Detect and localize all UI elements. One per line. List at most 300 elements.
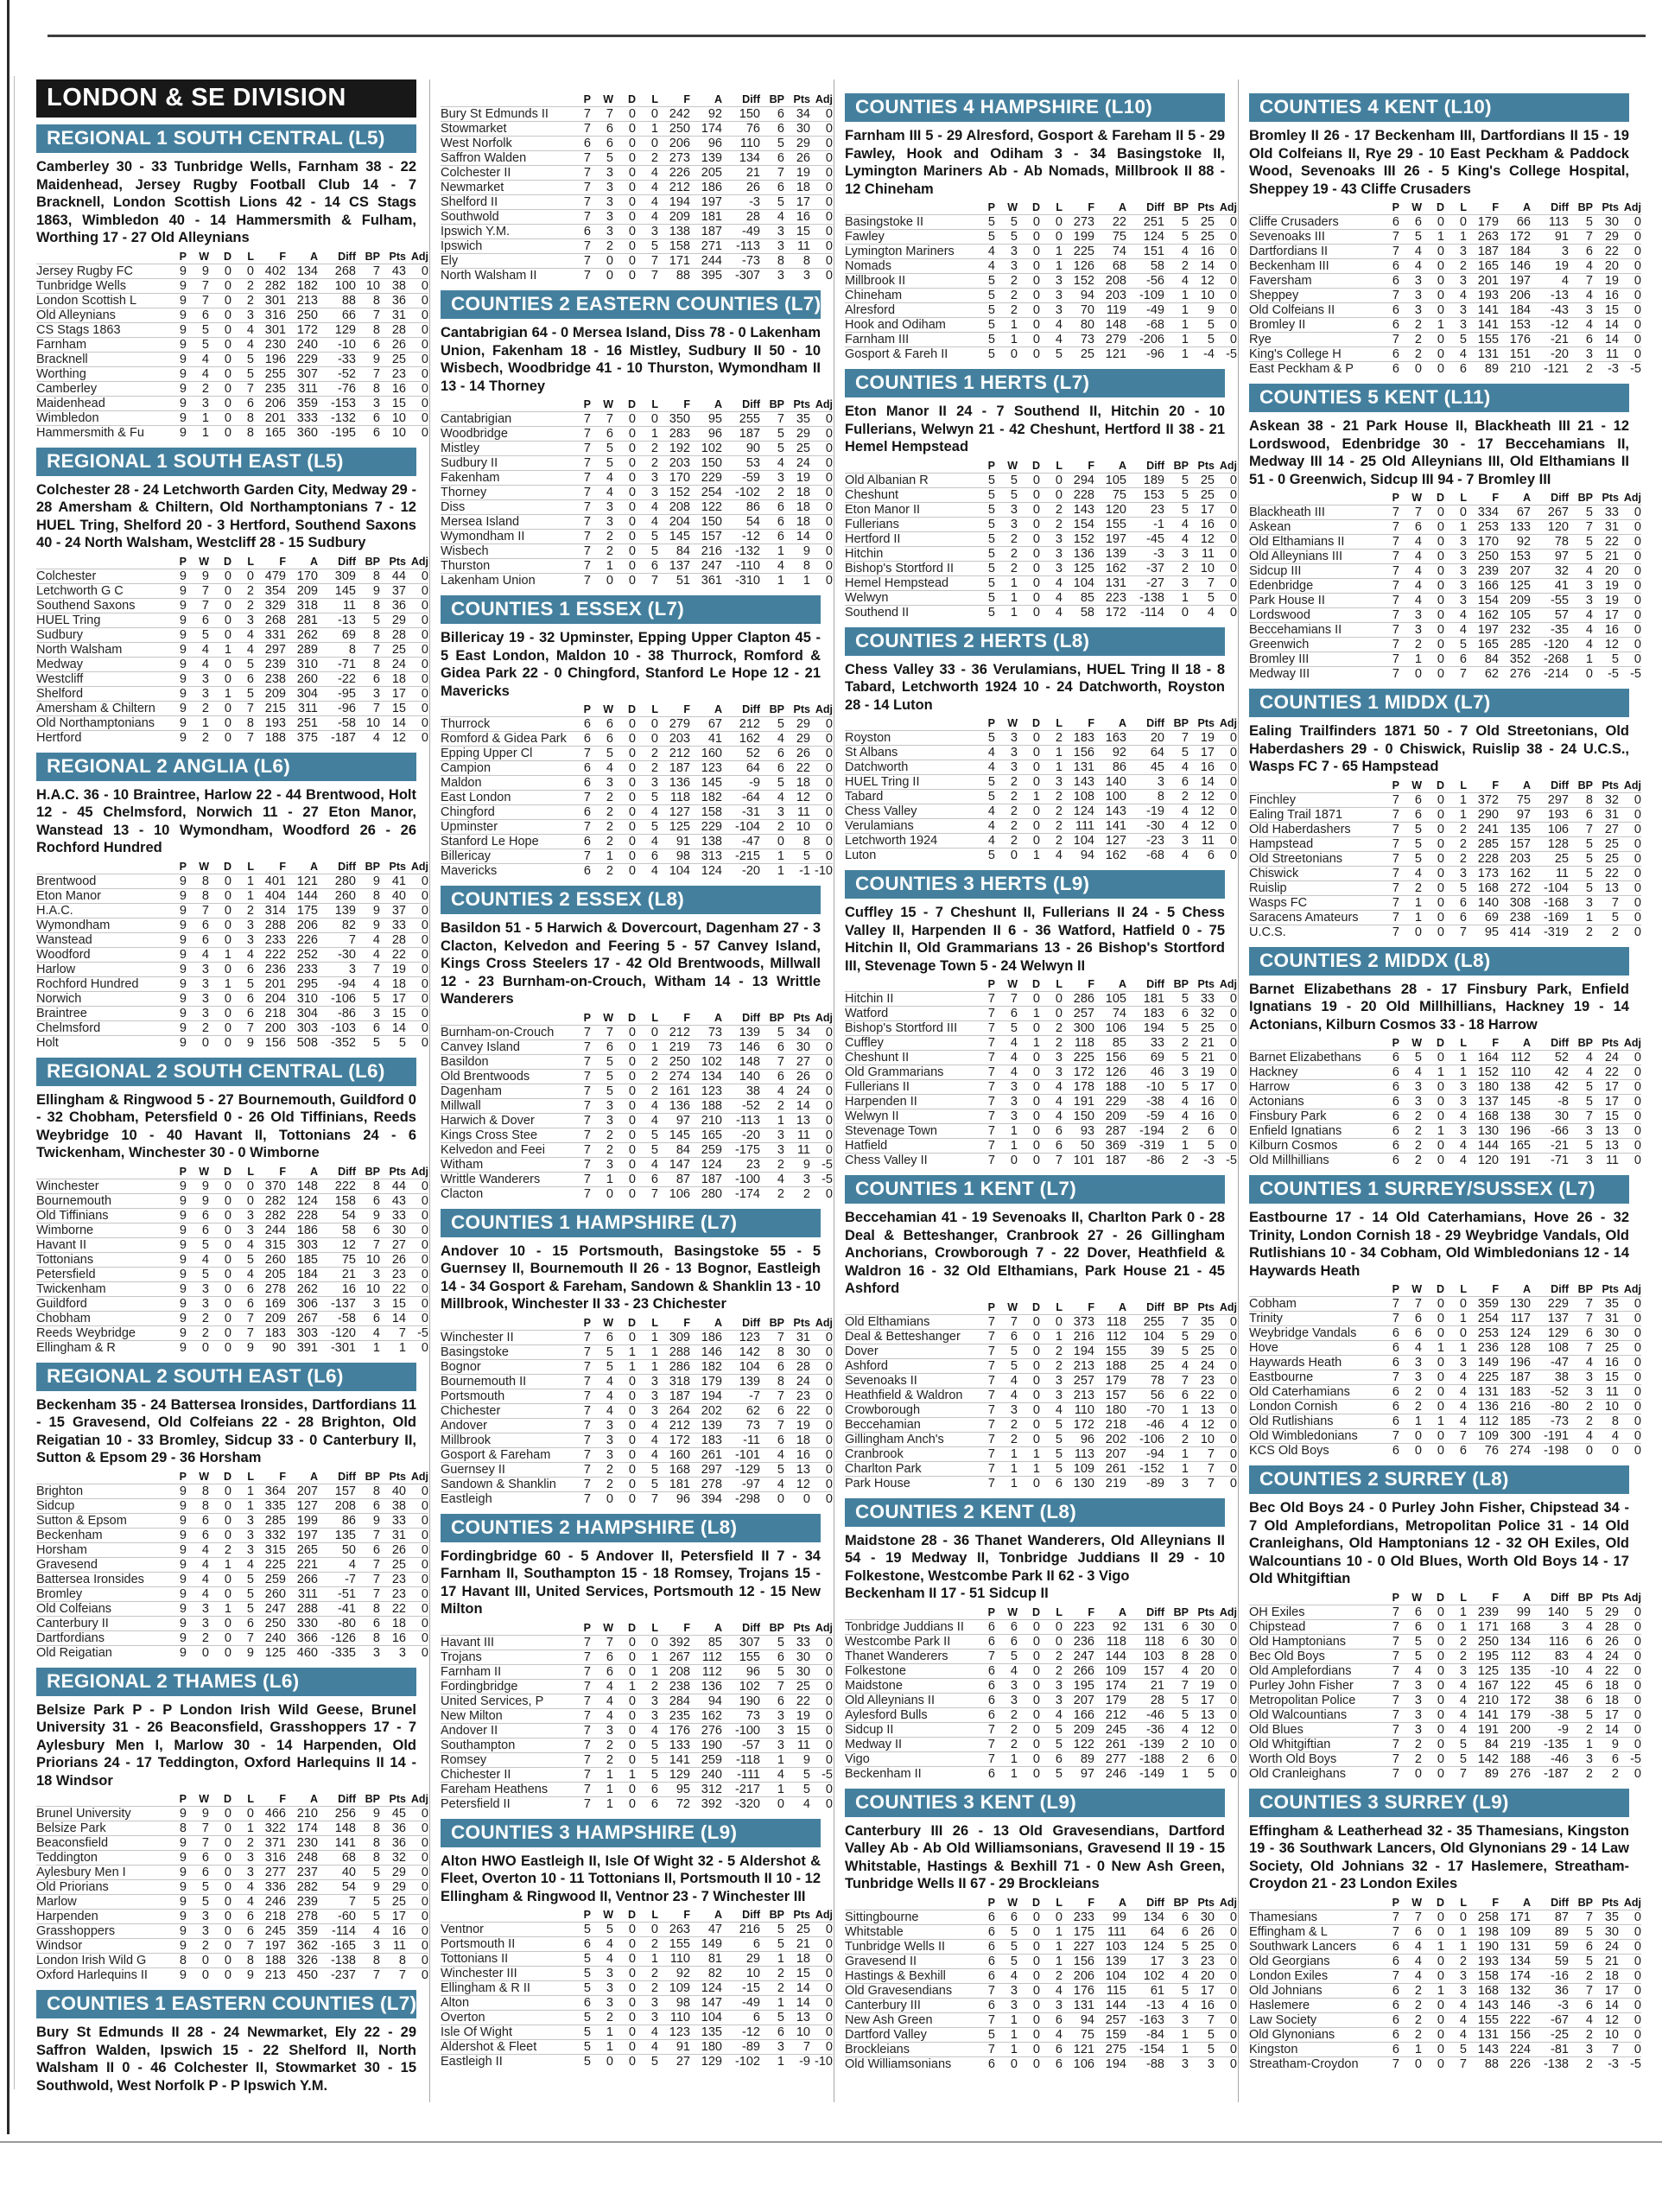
stat-A: 124 xyxy=(690,1981,722,1996)
stat-D: 0 xyxy=(209,1484,232,1498)
stat-W: 1 xyxy=(591,1796,613,1811)
team-name: Beckenham III xyxy=(1249,259,1380,274)
stat-Pts: 13 xyxy=(784,1462,810,1477)
stat-Pts: 12 xyxy=(1189,819,1215,834)
stat-header-A: A xyxy=(1118,1300,1126,1313)
stat-Adj: 0 xyxy=(406,642,428,657)
stat-A: 135 xyxy=(690,2025,722,2040)
stat-L: 9 xyxy=(232,1968,254,1983)
stat-F: 98 xyxy=(658,849,690,864)
table-row xyxy=(441,1952,833,1967)
stat-D: 0 xyxy=(1018,605,1040,620)
stat-Adj: 0 xyxy=(406,962,428,976)
stat-L: 4 xyxy=(1040,605,1063,620)
team-name: Medway xyxy=(36,657,168,671)
stat-W: 3 xyxy=(1399,608,1422,623)
team-name: Cantabrigian xyxy=(441,412,572,427)
stat-F: 263 xyxy=(658,1923,690,1937)
stat-L: 2 xyxy=(1040,1344,1063,1358)
stat-L: 3 xyxy=(1444,535,1467,550)
stat-Diff: 59 xyxy=(1531,1954,1569,1968)
stat-F: 124 xyxy=(1063,804,1094,819)
table-row xyxy=(1249,2056,1641,2071)
stat-header-A: A xyxy=(1522,779,1531,791)
stat-A: 172 xyxy=(1094,605,1126,620)
stat-header-A: A xyxy=(1118,459,1126,472)
stat-Pts: 43 xyxy=(380,264,406,278)
stat-A: 186 xyxy=(690,1330,722,1344)
stat-Diff: -138 xyxy=(318,1954,356,1968)
table-row xyxy=(1249,274,1641,289)
stat-Adj: 0 xyxy=(1619,652,1641,667)
table-header-row xyxy=(441,1012,833,1026)
stat-D: 0 xyxy=(1018,2042,1040,2056)
stat-W: 6 xyxy=(591,1039,613,1054)
stat-P: 7 xyxy=(572,1186,591,1201)
stat-F: 140 xyxy=(1467,895,1499,910)
stat-BP: 3 xyxy=(1569,1370,1593,1385)
stat-L: 4 xyxy=(1444,1707,1467,1722)
stat-Pts: 11 xyxy=(784,805,810,820)
team-name: Writtle Wanderers xyxy=(441,1172,572,1186)
stat-Pts: 24 xyxy=(380,657,406,671)
league-table xyxy=(36,861,428,1050)
stat-P: 7 xyxy=(572,1374,591,1389)
stat-L: 1 xyxy=(1040,1939,1063,1954)
team-name: Millbrook xyxy=(441,1433,572,1447)
stat-A: 94 xyxy=(690,1694,722,1708)
stat-P: 5 xyxy=(572,2025,591,2040)
stat-Pts: 15 xyxy=(784,1723,810,1738)
stat-W: 5 xyxy=(995,1021,1018,1036)
stat-Diff: -46 xyxy=(1531,1751,1569,1766)
league-section xyxy=(845,1789,1237,2071)
table-row xyxy=(441,1796,833,1811)
stat-L: 3 xyxy=(1040,531,1063,546)
stat-A: 186 xyxy=(690,181,722,195)
stat-header-P: P xyxy=(1392,1037,1399,1049)
stat-D: 1 xyxy=(209,686,232,701)
stat-L: 0 xyxy=(1444,1297,1467,1312)
stat-A: 162 xyxy=(1094,561,1126,575)
team-name: Old Walcountians xyxy=(1249,1707,1380,1722)
table-row xyxy=(36,1939,428,1954)
stat-D: 0 xyxy=(1422,652,1444,667)
stat-Pts: 25 xyxy=(1189,487,1215,502)
stat-W: 6 xyxy=(1399,215,1422,230)
stat-Diff: 25 xyxy=(1126,1358,1164,1373)
stat-W: 3 xyxy=(187,1910,209,1924)
stat-D: 0 xyxy=(613,1708,636,1723)
stat-D: 0 xyxy=(1422,1924,1444,1939)
table-row xyxy=(845,1417,1237,1432)
stat-Pts: 15 xyxy=(380,701,406,715)
stat-D: 0 xyxy=(209,396,232,410)
stat-Diff: 45 xyxy=(1126,760,1164,775)
stat-P: 9 xyxy=(168,671,187,686)
stat-P: 7 xyxy=(976,1139,995,1154)
stat-header-BP: BP xyxy=(769,703,784,715)
team-name: Twickenham xyxy=(36,1281,168,1296)
stat-A: 303 xyxy=(286,1020,318,1035)
team-name: Reeds Weybridge xyxy=(36,1325,168,1340)
stat-header-Adj: Adj xyxy=(1623,492,1641,504)
section-header: COUNTIES 5 KENT (L11) xyxy=(1249,384,1629,412)
stat-Adj: 0 xyxy=(810,1694,833,1708)
stat-L: 5 xyxy=(1444,1737,1467,1751)
table-header-row xyxy=(845,978,1237,992)
stat-P: 6 xyxy=(1380,1939,1399,1954)
stat-W: 5 xyxy=(187,322,209,337)
stat-Diff: 58 xyxy=(318,1223,356,1237)
table-row xyxy=(441,1142,833,1157)
stat-Diff: -10 xyxy=(1126,1080,1164,1095)
team-name: Harpenden xyxy=(36,1910,168,1924)
stat-F: 259 xyxy=(254,1572,286,1586)
team-name: Portsmouth xyxy=(441,1389,572,1403)
stat-BP: 4 xyxy=(1164,1722,1189,1737)
league-table xyxy=(845,1301,1237,1491)
stat-F: 187 xyxy=(658,761,690,776)
stat-Pts: 10 xyxy=(784,2025,810,2040)
stat-W: 4 xyxy=(1399,1954,1422,1968)
stat-D: 0 xyxy=(613,1738,636,1752)
stat-header-team xyxy=(1249,492,1380,505)
table-row xyxy=(441,732,833,747)
stat-Adj: 0 xyxy=(1215,1402,1237,1417)
stat-D: 0 xyxy=(209,1836,232,1851)
stat-L: 1 xyxy=(636,1359,658,1374)
stat-Pts: -5 xyxy=(1593,667,1619,682)
stat-D: 0 xyxy=(209,366,232,381)
table-row xyxy=(845,804,1237,819)
team-name: Witham xyxy=(441,1157,572,1172)
fixtures-paragraph: Beckenham 35 - 24 Battersea Ironsides, Dartfordians 11 - 15 Gravesend, Old Colfeians 22 - 28 Brighton, Old Reigatian 10 - 33 Bromley, Sidcup 33 - 0 Canterbury II, Sutton & Epsom 29 - 36 Horsham xyxy=(36,1396,416,1465)
stat-W: 7 xyxy=(1399,1297,1422,1312)
stat-D: 0 xyxy=(209,962,232,976)
stat-header-P: P xyxy=(987,1300,995,1313)
stat-P: 9 xyxy=(168,1208,187,1223)
table-row xyxy=(1249,594,1641,608)
stat-Adj: 0 xyxy=(1215,1095,1237,1109)
stat-Adj: 0 xyxy=(1619,822,1641,836)
stat-P: 9 xyxy=(168,918,187,932)
stat-L: 5 xyxy=(636,2055,658,2069)
stat-BP: 6 xyxy=(356,425,380,440)
league-section xyxy=(36,753,428,1050)
stat-P: 7 xyxy=(572,1113,591,1128)
team-name: Winchester III xyxy=(441,1967,572,1981)
team-name: Sidcup III xyxy=(1249,564,1380,579)
stat-D: 0 xyxy=(1018,590,1040,605)
stat-header-Adj: Adj xyxy=(410,1470,428,1483)
stat-F: 193 xyxy=(254,715,286,730)
fixtures-paragraph: Askean 38 - 21 Park House II, Blackheath III 21 - 12 Lordswood, Edenbridge 30 - 17 Beccehamians II, Medway III 14 - 25 Old Alleynians III, Old Elthamians II 51 - 0 Greenwich, Sidcup III 94 - 7 Bromley III xyxy=(1249,418,1629,487)
stat-BP: 3 xyxy=(356,1006,380,1020)
stat-header-Adj: Adj xyxy=(815,93,833,105)
stat-F: 239 xyxy=(1467,1605,1499,1619)
stat-D: 0 xyxy=(613,1142,636,1157)
stat-A: 280 xyxy=(690,1186,722,1201)
stat-P: 7 xyxy=(572,181,591,195)
stat-P: 9 xyxy=(168,1836,187,1851)
stat-Adj: 0 xyxy=(810,559,833,574)
stat-W: 7 xyxy=(187,1821,209,1836)
stat-W: 4 xyxy=(1399,259,1422,274)
stat-P: 7 xyxy=(572,1462,591,1477)
stat-F: 294 xyxy=(1063,473,1094,487)
stat-BP: 2 xyxy=(1569,1968,1593,1983)
stat-L: 2 xyxy=(636,442,658,456)
stat-W: 9 xyxy=(187,569,209,583)
league-table xyxy=(1249,779,1641,939)
stat-L: 4 xyxy=(1444,608,1467,623)
table-row xyxy=(36,1006,428,1020)
stat-Adj: 0 xyxy=(1619,1385,1641,1400)
stat-W: 1 xyxy=(591,2025,613,2040)
league-section xyxy=(845,1175,1237,1491)
stat-D: 0 xyxy=(613,412,636,427)
stat-D: 0 xyxy=(1018,245,1040,259)
stat-BP: 2 xyxy=(1569,2027,1593,2042)
stat-D: 0 xyxy=(613,210,636,225)
stat-header-Adj: Adj xyxy=(1623,1896,1641,1909)
stat-BP: 0 xyxy=(760,1491,784,1506)
table-row xyxy=(36,1895,428,1910)
team-name: Canvey Island xyxy=(441,1039,572,1054)
stat-L: 2 xyxy=(636,1967,658,1981)
stat-W: 6 xyxy=(187,1208,209,1223)
stat-Diff: 255 xyxy=(722,412,760,427)
stat-D: 0 xyxy=(1018,1402,1040,1417)
stat-F: 199 xyxy=(1063,230,1094,245)
stat-BP: 5 xyxy=(760,1635,784,1649)
stat-Pts: 29 xyxy=(784,427,810,442)
stat-L: 6 xyxy=(1040,1124,1063,1139)
stat-W: 3 xyxy=(1399,1678,1422,1693)
stat-Adj: 0 xyxy=(810,2011,833,2025)
stat-header-BP: BP xyxy=(1577,1283,1593,1295)
stat-A: 124 xyxy=(690,1157,722,1172)
stat-D: 0 xyxy=(209,337,232,352)
stat-P: 7 xyxy=(572,1025,591,1039)
stat-A: 238 xyxy=(1499,910,1531,925)
stat-Pts: 12 xyxy=(1593,2012,1619,2027)
stat-P: 7 xyxy=(1380,1619,1399,1634)
stat-Pts: 13 xyxy=(784,1113,810,1128)
table-row xyxy=(36,701,428,715)
stat-Diff: 86 xyxy=(722,500,760,515)
stat-header-P: P xyxy=(1392,1283,1399,1295)
stat-W: 2 xyxy=(591,805,613,820)
stat-P: 9 xyxy=(168,1939,187,1954)
stat-P: 7 xyxy=(976,1417,995,1432)
stat-F: 359 xyxy=(1467,1297,1499,1312)
stat-A: 306 xyxy=(286,1296,318,1311)
stat-BP: 3 xyxy=(760,1738,784,1752)
stat-A: 250 xyxy=(286,308,318,322)
table-row xyxy=(441,1374,833,1389)
fixtures-paragraph: Eton Manor II 24 - 7 Southend II, Hitchin 20 - 10 Fullerians, Welwyn 21 - 42 Cheshunt, Hertford II 38 - 21 Hemel Hempstead xyxy=(845,404,1225,454)
stat-L: 3 xyxy=(636,471,658,486)
stat-L: 4 xyxy=(636,1433,658,1447)
stat-P: 5 xyxy=(572,1952,591,1967)
stat-BP: 5 xyxy=(1569,851,1593,866)
stat-L: 3 xyxy=(1444,1095,1467,1109)
stat-F: 273 xyxy=(1063,215,1094,230)
stat-Pts: 11 xyxy=(1189,546,1215,561)
stat-D: 0 xyxy=(613,1491,636,1506)
team-name: Hertford II xyxy=(845,531,976,546)
stat-Adj: 0 xyxy=(406,1281,428,1296)
stat-F: 69 xyxy=(1467,910,1499,925)
stat-W: 4 xyxy=(591,1679,613,1694)
stat-A: 206 xyxy=(286,918,318,932)
stat-Adj: 0 xyxy=(810,1937,833,1952)
stat-BP: 6 xyxy=(1164,1619,1189,1634)
stat-W: 3 xyxy=(995,245,1018,259)
stat-D: 0 xyxy=(1018,1634,1040,1649)
stat-L: 5 xyxy=(636,544,658,559)
stat-Pts: 24 xyxy=(1189,1358,1215,1373)
stat-BP: 5 xyxy=(1164,1329,1189,1344)
stat-BP: 1 xyxy=(1164,590,1189,605)
stat-Pts: 7 xyxy=(1189,575,1215,590)
table-header-row xyxy=(36,1793,428,1807)
stat-W: 5 xyxy=(591,1344,613,1359)
table-row xyxy=(1249,1998,1641,2012)
stat-Pts: 29 xyxy=(1189,1329,1215,1344)
stat-A: 138 xyxy=(690,835,722,849)
stat-Diff: 17 xyxy=(1126,1954,1164,1968)
stat-Adj: 0 xyxy=(406,1267,428,1281)
stat-header-L: L xyxy=(651,1909,658,1921)
stat-header-BP: BP xyxy=(769,1909,784,1921)
stat-BP: 4 xyxy=(1569,318,1593,333)
stat-L: 4 xyxy=(232,642,254,657)
stat-BP: 4 xyxy=(1569,1619,1593,1634)
table-row xyxy=(36,1557,428,1572)
stat-header-P: P xyxy=(583,1621,591,1634)
stat-L: 0 xyxy=(1040,1619,1063,1634)
stat-P: 9 xyxy=(168,1542,187,1557)
stat-P: 9 xyxy=(168,1179,187,1193)
stat-W: 6 xyxy=(187,932,209,947)
table-row xyxy=(36,1193,428,1208)
stat-Pts: 35 xyxy=(784,412,810,427)
league-table xyxy=(441,1622,833,1811)
table-row xyxy=(441,1767,833,1782)
stat-F: 253 xyxy=(1467,1326,1499,1341)
stat-Adj: 0 xyxy=(1619,910,1641,925)
stat-W: 7 xyxy=(995,992,1018,1007)
stat-W: 3 xyxy=(591,1157,613,1172)
stat-A: 127 xyxy=(1094,834,1126,849)
team-name: Old Colfeians II xyxy=(1249,303,1380,318)
stat-Diff: -52 xyxy=(1531,1385,1569,1400)
table-row xyxy=(1249,1751,1641,1766)
stat-L: 5 xyxy=(1040,1737,1063,1751)
league-section xyxy=(36,1990,416,2094)
stat-Diff: 23 xyxy=(722,1157,760,1172)
stat-header-F: F xyxy=(1088,1896,1094,1909)
stat-L: 4 xyxy=(1444,1693,1467,1707)
stat-A: 203 xyxy=(1094,289,1126,303)
stat-P: 5 xyxy=(976,517,995,531)
table-row xyxy=(441,849,833,864)
stat-W: 0 xyxy=(1399,1444,1422,1459)
stat-header-L: L xyxy=(247,555,254,568)
table-row xyxy=(845,1998,1237,2012)
table-row xyxy=(845,303,1237,318)
stat-header-P: P xyxy=(179,860,187,873)
team-name: Isle Of Wight xyxy=(441,2025,572,2040)
league-table xyxy=(1249,201,1641,376)
stat-Pts: 31 xyxy=(1593,1312,1619,1326)
stat-BP: 4 xyxy=(1164,1663,1189,1678)
stat-D: 1 xyxy=(1422,1065,1444,1080)
stat-L: 3 xyxy=(232,1223,254,1237)
stat-P: 5 xyxy=(976,605,995,620)
stat-A: 207 xyxy=(286,1484,318,1498)
stat-L: 0 xyxy=(1040,1910,1063,1924)
team-name: Finsbury Park xyxy=(1249,1109,1380,1124)
stat-F: 300 xyxy=(1063,1021,1094,1036)
stat-A: 188 xyxy=(1094,1080,1126,1095)
stat-header-Pts: Pts xyxy=(1602,492,1619,504)
stat-D: 0 xyxy=(1018,1080,1040,1095)
team-name: Beccehamians II xyxy=(1249,623,1380,638)
stat-L: 3 xyxy=(1040,1678,1063,1693)
stat-A: 209 xyxy=(1094,1109,1126,1124)
stat-A: 318 xyxy=(286,598,318,613)
stat-P: 7 xyxy=(976,1329,995,1344)
stat-BP: 4 xyxy=(1569,1649,1593,1663)
team-name: Lymington Mariners xyxy=(845,245,976,259)
team-name: Woodford xyxy=(36,947,168,962)
stat-D: 0 xyxy=(209,1035,232,1050)
table-row xyxy=(1249,1370,1641,1385)
stat-A: 310 xyxy=(286,657,318,671)
table-row xyxy=(36,1821,428,1836)
stat-D: 0 xyxy=(209,918,232,932)
team-name: Tabard xyxy=(845,790,976,804)
table-row xyxy=(441,1447,833,1462)
stat-W: 1 xyxy=(995,605,1018,620)
stat-Diff: 102 xyxy=(1126,1968,1164,1983)
stat-D: 0 xyxy=(1422,362,1444,377)
stat-P: 6 xyxy=(1380,1356,1399,1370)
stat-BP: 7 xyxy=(760,1679,784,1694)
stat-Adj: 0 xyxy=(406,613,428,627)
stat-L: 4 xyxy=(1444,1154,1467,1168)
team-name: Streatham-Croydon xyxy=(1249,2056,1380,2071)
stat-W: 6 xyxy=(1399,520,1422,535)
stat-D: 0 xyxy=(613,1952,636,1967)
stat-Pts: 22 xyxy=(784,1694,810,1708)
stat-BP: 3 xyxy=(1569,579,1593,594)
stat-D: 0 xyxy=(1422,289,1444,303)
stat-P: 7 xyxy=(572,1418,591,1433)
table-header-row xyxy=(845,1301,1237,1315)
stat-header-P: P xyxy=(583,1316,591,1329)
stat-Adj: 0 xyxy=(810,717,833,732)
stat-A: 66 xyxy=(1499,215,1531,230)
table-row xyxy=(36,264,428,278)
table-row xyxy=(441,195,833,210)
stat-header-D: D xyxy=(223,860,232,873)
team-name: Basildon xyxy=(441,1054,572,1069)
